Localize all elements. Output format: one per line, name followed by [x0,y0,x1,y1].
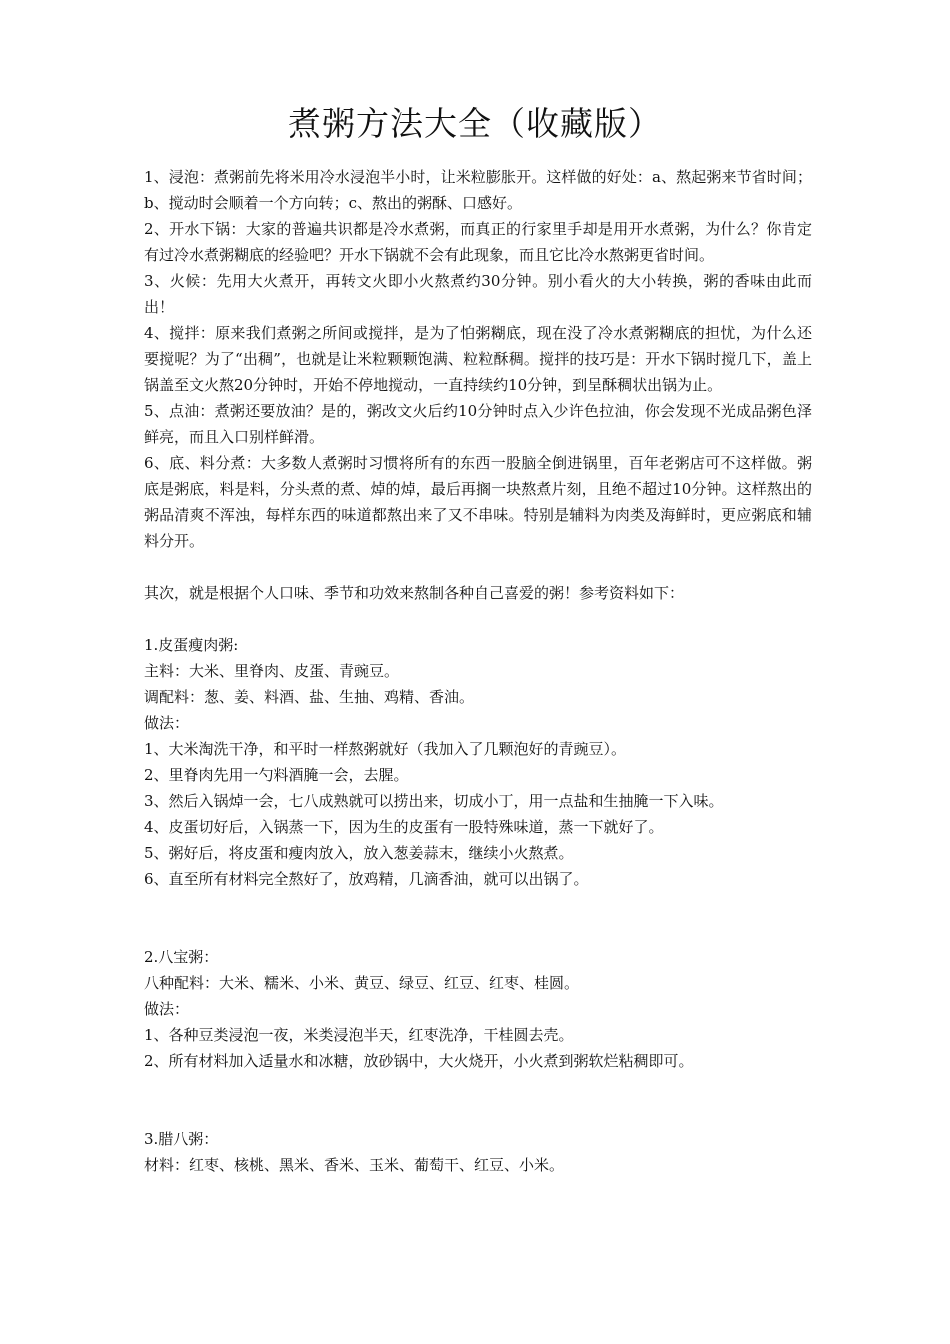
spacer [144,606,812,632]
recipe-1-step: 5、粥好后，将皮蛋和瘦肉放入，放入葱姜蒜末，继续小火熬煮。 [144,844,574,862]
recipe-2-method-label: 做法： [144,1000,190,1018]
tip-paragraph-boiling-water: 2、开水下锅：大家的普遍共识都是冷水煮粥，而真正的行家里手却是用开水煮粥，为什么？你肯定有过冷水煮粥糊底的经验吧？开水下锅就不会有此现象，而且它比冷水熬粥更省时间。 [144,220,812,264]
recipe-1-step: 4、皮蛋切好后，入锅蒸一下，因为生的皮蛋有一股特殊味道，蒸一下就好了。 [144,818,664,836]
document-body [144,164,812,1178]
recipe-1-step: 1、大米淘洗干净，和平时一样熬粥就好（我加入了几颗泡好的青豌豆）。 [144,740,627,758]
spacer [144,554,812,580]
spacer [144,1074,812,1126]
document-title: 煮粥方法大全（收藏版） [288,104,662,143]
recipe-1-main-ingredients: 主料：大米、里脊肉、皮蛋、青豌豆。 [144,662,400,680]
recipe-1-step: 2、里脊肉先用一勺料酒腌一会，去腥。 [144,766,409,784]
recipe-2-ingredients: 八种配料：大米、糯米、小米、黄豆、绿豆、红豆、红枣、桂圆。 [144,974,580,992]
tip-paragraph-heat: 3、火候：先用大火煮开，再转文火即小火熬煮约30分钟。别小看火的大小转换，粥的香味由此而出！ [144,272,812,316]
intro-paragraph: 其次，就是根据个人口味、季节和功效来熬制各种自己喜爱的粥！参考资料如下： [144,584,685,602]
recipe-3-ingredients: 材料：红枣、核桃、黑米、香米、玉米、葡萄干、红豆、小米。 [144,1156,565,1174]
recipe-2-step: 2、所有材料加入适量水和冰糖，放砂锅中，大火烧开，小火煮到粥软烂粘稠即可。 [144,1052,694,1070]
recipe-1-name: 1.皮蛋瘦肉粥: [144,636,239,654]
tip-paragraph-stirring: 4、搅拌：原来我们煮粥之所间或搅拌，是为了怕粥糊底，现在没了冷水煮粥糊底的担忧，为什么还要搅呢？为了“出稠”，也就是让米粒颗颗饱满、粒粒酥稠。搅拌的技巧是：开水下锅时搅几下，盖上锅盖至文火熬20分钟时，开始不停地搅动，一直持续约10分钟，到呈酥稠状出锅为止。 [144,324,812,394]
recipe-1-step: 3、然后入锅焯一会，七八成熟就可以捞出来，切成小丁，用一点盐和生抽腌一下入味。 [144,792,724,810]
spacer [144,892,812,944]
recipe-2-step: 1、各种豆类浸泡一夜，米类浸泡半天，红枣洗净，干桂圆去壳。 [144,1026,574,1044]
recipe-3-name: 3.腊八粥： [144,1130,219,1148]
tip-paragraph-oil: 5、点油：煮粥还要放油？是的，粥改文火后约10分钟时点入少许色拉油，你会发现不光成品粥色泽鲜亮，而且入口别样鲜滑。 [144,402,812,446]
tip-paragraph-separate-cooking: 6、底、料分煮：大多数人煮粥时习惯将所有的东西一股脑全倒进锅里，百年老粥店可不这样做。粥底是粥底，料是料，分头煮的煮、焯的焯，最后再搁一块熬煮片刻，且绝不超过10分钟。这样熬出的粥品清爽不浑浊，每样东西的味道都熬出来了又不串味。特别是辅料为肉类及海鲜时，更应粥底和辅料分开。 [144,454,812,550]
recipe-1-step: 6、直至所有材料完全熬好了，放鸡精，几滴香油，就可以出锅了。 [144,870,589,888]
recipe-2-name: 2.八宝粥： [144,948,219,966]
recipe-1-seasoning: 调配料：葱、姜、料酒、盐、生抽、鸡精、香油。 [144,688,475,706]
recipe-1-method-label: 做法： [144,714,190,732]
tip-paragraph-soak: 1、浸泡：煮粥前先将米用冷水浸泡半小时，让米粒膨胀开。这样做的好处：a、熬起粥来节省时间；b、搅动时会顺着一个方向转；c、熬出的粥酥、口感好。 [144,168,812,212]
